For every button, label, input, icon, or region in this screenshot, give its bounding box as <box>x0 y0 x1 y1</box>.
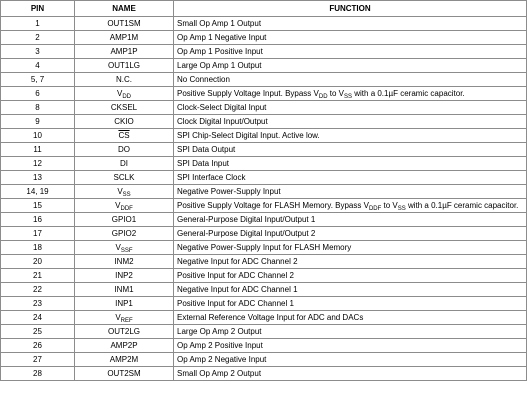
table-row <box>1 87 527 101</box>
pin-name: $\overline{CS}$ <box>75 129 174 143</box>
table-row <box>1 213 527 227</box>
table-row <box>1 129 527 143</box>
pin-function: Op Amp 1 Negative Input <box>174 31 527 45</box>
pin-function: Positive Supply Voltage Input. Bypass $V_{DD}$ to $V_{SS}$ with a 0.1µF ceramic capacitor. <box>174 87 527 101</box>
pin-function: Negative Input for ADC Channel 2 <box>174 255 527 269</box>
pin-function: Negative Input for ADC Channel 1 <box>174 283 527 297</box>
pin-number: 17 <box>1 227 75 241</box>
pin-name: OUT2SM <box>75 367 174 381</box>
table-row <box>1 353 527 367</box>
pin-number: 2 <box>1 31 75 45</box>
pin-function: No Connection <box>174 73 527 87</box>
pin-function: General-Purpose Digital Input/Output 2 <box>174 227 527 241</box>
header-function: FUNCTION <box>174 1 527 17</box>
table-row <box>1 227 527 241</box>
pin-name: $V_{DD}$ <box>75 87 174 101</box>
pin-number: 4 <box>1 59 75 73</box>
table-row <box>1 367 527 381</box>
pin-name: INP1 <box>75 297 174 311</box>
table-row <box>1 339 527 353</box>
pin-function: Small Op Amp 2 Output <box>174 367 527 381</box>
table-row <box>1 255 527 269</box>
pin-function: Op Amp 1 Positive Input <box>174 45 527 59</box>
pin-function: Positive Input for ADC Channel 2 <box>174 269 527 283</box>
pin-name: N.C. <box>75 73 174 87</box>
pin-name: DI <box>75 157 174 171</box>
pin-function: Large Op Amp 1 Output <box>174 59 527 73</box>
pin-name: INP2 <box>75 269 174 283</box>
pin-function: Op Amp 2 Negative Input <box>174 353 527 367</box>
pin-number: 22 <box>1 283 75 297</box>
pin-name: SCLK <box>75 171 174 185</box>
pin-name: CKIO <box>75 115 174 129</box>
pin-number: 9 <box>1 115 75 129</box>
pin-number: 11 <box>1 143 75 157</box>
pin-name: AMP2P <box>75 339 174 353</box>
table-row <box>1 199 527 213</box>
pin-function: Clock Digital Input/Output <box>174 115 527 129</box>
pin-number: 15 <box>1 199 75 213</box>
pin-function: General-Purpose Digital Input/Output 1 <box>174 213 527 227</box>
pin-function: Positive Input for ADC Channel 1 <box>174 297 527 311</box>
pin-name: GPIO2 <box>75 227 174 241</box>
pin-number: 24 <box>1 311 75 325</box>
table-row <box>1 115 527 129</box>
pin-function: Large Op Amp 2 Output <box>174 325 527 339</box>
pin-function: SPI Interface Clock <box>174 171 527 185</box>
header-pin: PIN <box>1 1 75 17</box>
pin-function: Op Amp 2 Positive Input <box>174 339 527 353</box>
pin-number: 16 <box>1 213 75 227</box>
table-row <box>1 269 527 283</box>
pin-name: DO <box>75 143 174 157</box>
pin-number: 6 <box>1 87 75 101</box>
pin-number: 26 <box>1 339 75 353</box>
pin-function: SPI Data Input <box>174 157 527 171</box>
table-row <box>1 185 527 199</box>
pin-function: SPI Data Output <box>174 143 527 157</box>
pin-number: 8 <box>1 101 75 115</box>
table-row <box>1 17 527 31</box>
pin-name: OUT1SM <box>75 17 174 31</box>
table-row <box>1 283 527 297</box>
pin-number: 12 <box>1 157 75 171</box>
pin-number: 3 <box>1 45 75 59</box>
pin-number: 14, 19 <box>1 185 75 199</box>
pin-name: AMP1M <box>75 31 174 45</box>
pin-number: 18 <box>1 241 75 255</box>
pin-number: 10 <box>1 129 75 143</box>
table-row <box>1 101 527 115</box>
pin-name: GPIO1 <box>75 213 174 227</box>
pin-name: OUT1LG <box>75 59 174 73</box>
table-row <box>1 45 527 59</box>
pin-number: 20 <box>1 255 75 269</box>
pin-name: INM1 <box>75 283 174 297</box>
table-row <box>1 73 527 87</box>
table-row <box>1 171 527 185</box>
pin-number: 28 <box>1 367 75 381</box>
pin-name: AMP1P <box>75 45 174 59</box>
pin-name: AMP2M <box>75 353 174 367</box>
table-row <box>1 297 527 311</box>
pin-function: Clock-Select Digital Input <box>174 101 527 115</box>
pin-name: $V_{DDF}$ <box>75 199 174 213</box>
pin-name: $V_{SS}$ <box>75 185 174 199</box>
table-row <box>1 143 527 157</box>
pin-name: OUT2LG <box>75 325 174 339</box>
pin-function: SPI Chip-Select Digital Input. Active low. <box>174 129 527 143</box>
pin-number: 27 <box>1 353 75 367</box>
table-row <box>1 241 527 255</box>
table-row <box>1 157 527 171</box>
pin-name: $V_{SSF}$ <box>75 241 174 255</box>
table-row <box>1 325 527 339</box>
pin-function: Small Op Amp 1 Output <box>174 17 527 31</box>
header-name: NAME <box>75 1 174 17</box>
pin-function: Positive Supply Voltage for FLASH Memory. Bypass $V_{DDF}$ to $V_{SS}$ with a 0.1µF ceramic capacitor. <box>174 199 527 213</box>
table-row <box>1 311 527 325</box>
pin-function: External Reference Voltage Input for ADC and DACs <box>174 311 527 325</box>
pin-number: 23 <box>1 297 75 311</box>
pin-name: $V_{REF}$ <box>75 311 174 325</box>
table-row <box>1 31 527 45</box>
pin-name: CKSEL <box>75 101 174 115</box>
pin-function: Negative Power-Supply Input <box>174 185 527 199</box>
pin-function: Negative Power-Supply Input for FLASH Memory <box>174 241 527 255</box>
pin-name: INM2 <box>75 255 174 269</box>
pin-number: 21 <box>1 269 75 283</box>
pin-number: 1 <box>1 17 75 31</box>
pin-number: 25 <box>1 325 75 339</box>
pin-number: 5, 7 <box>1 73 75 87</box>
header-row <box>1 1 527 17</box>
table-row <box>1 59 527 73</box>
pin-number: 13 <box>1 171 75 185</box>
